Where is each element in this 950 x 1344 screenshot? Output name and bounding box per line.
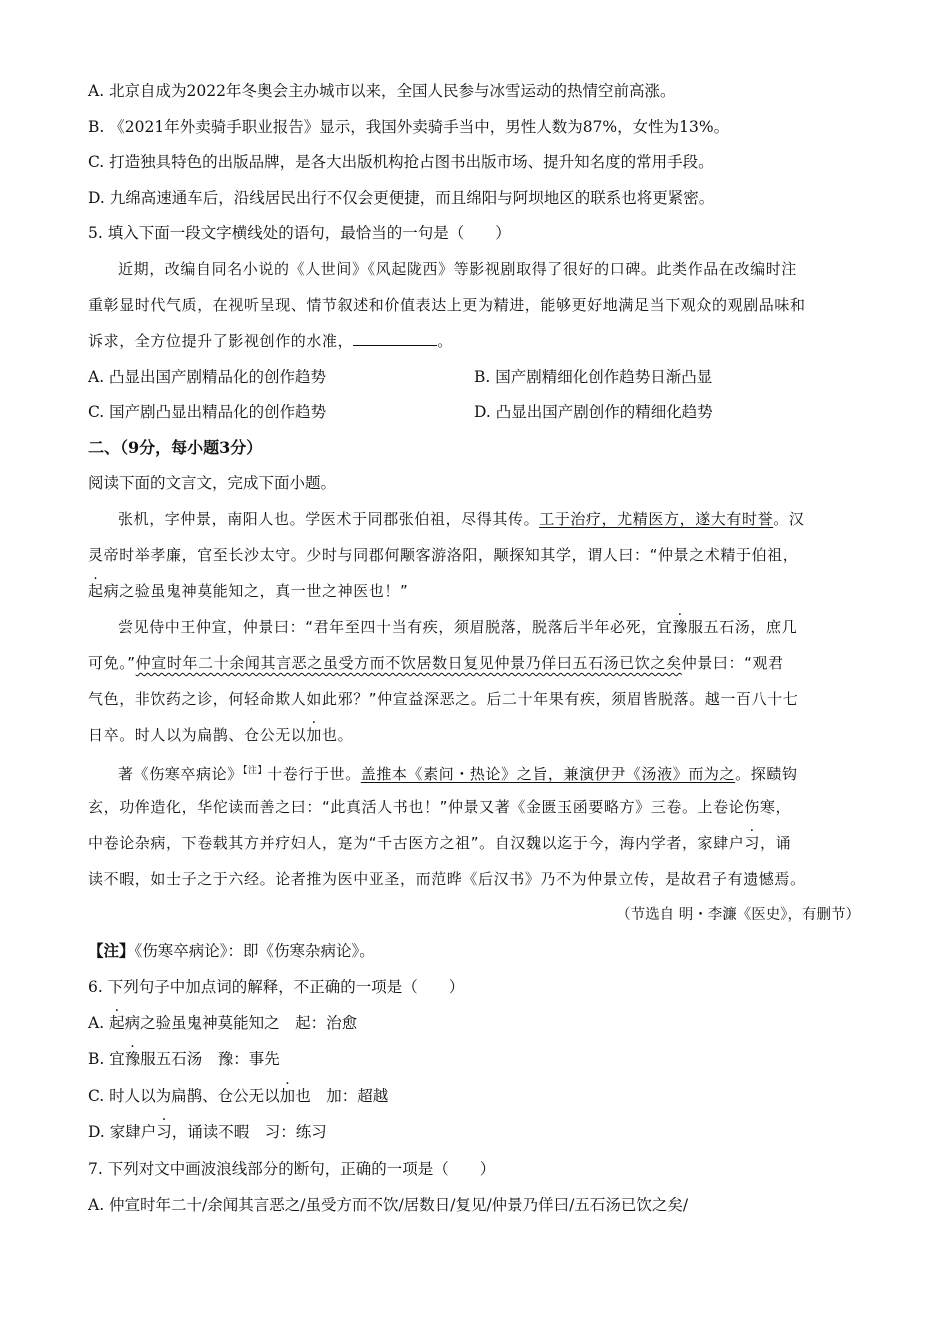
- dotted-word-qi: 起: [88, 582, 104, 600]
- wavy-underlined-sentence: 仲宣时年二十余闻其言恶之虽受方而不饮居数日复见仲景乃佯曰五石汤已饮之矣: [135, 654, 682, 672]
- option-b-text: B. 《2021年外卖骑手职业报告》显示，我国外卖骑手当中，男性人数为87%，女性为13%。: [88, 118, 730, 136]
- q6-option-c: [88, 1085, 388, 1107]
- text-span: 也 加：超越: [295, 1087, 389, 1105]
- q7-stem: 7. 下列对文中画波浪线部分的断句，正确的一项是（ ）: [88, 1160, 496, 1178]
- note-marker: 【注】: [242, 766, 268, 776]
- option-a-text: A. 北京自成为2022年冬奥会主办城市以来，全国人民参与冰雪运动的热情空前高涨。: [88, 82, 676, 100]
- passage-p2-line3: 气色，非饮药之诊，何轻命欺人如此邪？”仲宣益深恶之。后二十年果有疾，须眉皆脱落。越一百八十七: [88, 690, 799, 708]
- footnote-text: 《伤寒卒病论》：即《伤寒杂病论》。: [134, 942, 375, 960]
- option-c-text: C. 打造独具特色的出版品牌，是各大出版机构抢占图书出版市场、提升知名度的常用手段。: [88, 153, 714, 171]
- q5-passage-line3: [88, 330, 453, 352]
- section-heading: 二、（9分，每小题3分）: [88, 438, 263, 457]
- q6-option-a: [88, 1012, 357, 1034]
- passage-p3-line3: [88, 832, 791, 854]
- text-span: A.: [88, 1014, 110, 1032]
- passage-p2-line1: [118, 616, 797, 638]
- text-span: 张机，字仲景，南阳人也。学医术于同郡张伯祖，尽得其传。: [118, 510, 540, 528]
- passage-p1-line1: [118, 508, 804, 530]
- dotted-word-xi: 习: [156, 1123, 172, 1141]
- text-span: 日卒。时人以为扁鹊、仓公无以: [88, 726, 307, 744]
- text-span: 仲景曰：“观君: [681, 654, 784, 672]
- text-span: 也。: [322, 726, 354, 744]
- passage-p2-line4: [88, 724, 353, 746]
- option-d-text: D. 九绵高速通车后，沿线居民出行不仅会更便捷，而且绵阳与阿坝地区的联系也将更紧密。: [88, 189, 715, 207]
- q5-option-b: B. 国产剧精细化创作趋势日渐凸显: [474, 368, 713, 386]
- text-span: C. 时人以为扁鹊、仓公无以: [88, 1087, 280, 1105]
- q5-option-d: D. 凸显出国产剧创作的精细化趋势: [474, 403, 713, 421]
- fill-in-blank: [353, 331, 437, 346]
- text-span: D. 家肆户: [88, 1123, 157, 1141]
- section-instruction: 阅读下面的文言文，完成下面小题。: [88, 474, 337, 492]
- q6-option-d: [88, 1121, 327, 1143]
- passage-p3-line2: 玄，功侔造化，华佗读而善之曰：“此真活人书也！”仲景又著《金匮玉函要略方》三卷。上卷论伤寒，: [88, 798, 792, 816]
- dotted-word-yu: 豫: [124, 1050, 141, 1068]
- q5-option-a: A. 凸显出国产剧精品化的创作趋势: [88, 368, 327, 386]
- passage-p1-line2: 灵帝时举孝廉，官至长沙太守。少时与同郡何颙客游洛阳，颙探知其学，谓人曰：“仲景之术精于伯祖，: [88, 546, 799, 564]
- text-span: 服五石汤 豫：事先: [140, 1050, 280, 1068]
- text-span: 。探赜钩: [735, 765, 798, 783]
- q5-passage-text: 诉求，全方位提升了影视创作的水准，: [88, 332, 354, 350]
- dotted-word-jia: 加: [306, 726, 323, 744]
- passage-p2-line2: [88, 652, 784, 674]
- underlined-sentence: 盖推本《素问・热论》之旨，兼演伊尹《汤液》而为之: [360, 765, 736, 783]
- passage-source: （节选自 明・李濂《医史》，有删节）: [616, 907, 860, 923]
- text-span: 病之验虽鬼神莫能知之 起：治愈: [124, 1014, 358, 1032]
- q5-stem: 5. 填入下面一段文字横线处的语句，最恰当的一句是（ ）: [88, 224, 511, 242]
- q5-passage-line1: 近期，改编自同名小说的《人世间》《风起陇西》等影视剧取得了很好的口碑。此类作品在改编时注: [118, 260, 797, 278]
- text-span: 服五石汤，庶几: [687, 618, 798, 636]
- text-span: B. 宜: [88, 1050, 125, 1068]
- text-span: 尝见侍中王仲宣，仲景曰：“君年至四十当有疾，须眉脱落，脱落后半年必死，宜: [118, 618, 673, 636]
- text-span: 中卷论杂病，下卷载其方并疗妇人，寔为“千古医方之祖”。自汉魏以迄于今，海内学者，家肆户: [88, 834, 745, 852]
- footnote-label: 【注】: [88, 941, 135, 960]
- text-span: 十卷行于世。: [267, 765, 361, 783]
- text-span: 可免。”: [88, 654, 136, 672]
- passage-p3-line4: 读不暇，如士子之于六经。论者推为医中亚圣，而范晔《后汉书》乃不为仲景立传，是故君子有遗憾焉。: [88, 870, 806, 888]
- dotted-word-yu: 豫: [672, 618, 688, 636]
- dotted-word-jia: 加: [279, 1087, 296, 1105]
- q5-passage-end: 。: [437, 332, 453, 350]
- dotted-word-qi: 起: [109, 1014, 125, 1032]
- dotted-word-xi: 习: [744, 834, 760, 852]
- underlined-sentence: 工于治疗，尤精医方，遂大有时誉: [539, 510, 774, 528]
- text-span: 。汉: [773, 510, 805, 528]
- q5-passage-line2: 重彰显时代气质，在视听呈现、情节叙述和价值表达上更为精进，能够更好地满足当下观众的观剧品味和: [88, 296, 806, 314]
- q5-option-c: C. 国产剧凸显出精品化的创作趋势: [88, 403, 327, 421]
- text-span: ，诵读不暇 习：练习: [171, 1123, 327, 1141]
- text-span: 病之验虽鬼神莫能知之，真一世之神医也！”: [103, 582, 409, 600]
- footnote: [88, 940, 375, 962]
- text-span: ，诵: [759, 834, 792, 852]
- q6-option-b: [88, 1048, 280, 1070]
- passage-p3-line1: [118, 760, 798, 785]
- passage-p1-line3: [88, 580, 408, 602]
- text-span: 著《伤寒卒病论》: [118, 765, 243, 783]
- q7-option-a: A. 仲宣时年二十/余闻其言恶之/虽受方而不饮/居数日/复见/仲景乃佯曰/五石汤已饮之矣/: [88, 1196, 689, 1214]
- q6-stem: 6. 下列句子中加点词的解释，不正确的一项是（ ）: [88, 978, 465, 996]
